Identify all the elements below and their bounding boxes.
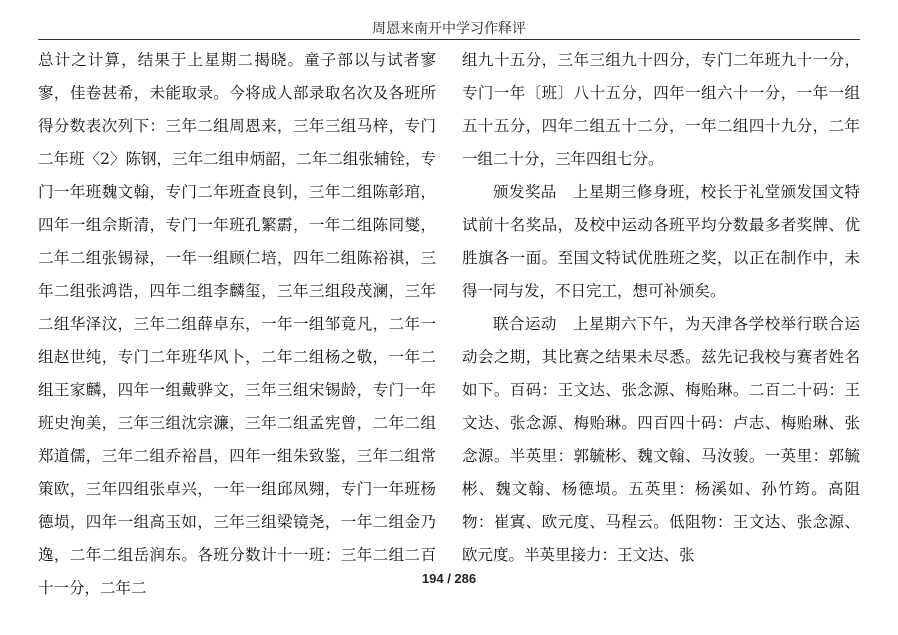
right-paragraph-joint-sports: 联合运动 上星期六下午，为天津各学校举行联合运动会之期，其比赛之结果未尽悉。兹先记我校与赛者姓名如下。百码：王文达、张念源、梅贻琳。二百二十码：王文达、张念源、梅贻琳。四百四十码：卢志、梅贻琳、张念源。半英里：郭毓彬、魏文翰、马汝骏。一英里：郭毓彬、魏文翰、杨德埙。五英里：杨溪如、孙竹筠。高阻物：崔寘、欧元度、马程云。低阻物：王文达、张念源、欧元度。半英里接力：王文达、张: [462, 315, 860, 564]
left-column: [38, 44, 436, 605]
right-paragraph-awards: 颁发奖品 上星期三修身班，校长于礼堂颁发国文特试前十名奖品，及校中运动各班平均分数最多者奖牌、优胜旗各一面。至国文特试优胜班之奖，以正在制作中，未得一同与发，不日完工，想可补颁矣。: [462, 183, 860, 300]
left-paragraph-1: 总计之计算，结果于上星期二揭晓。童子部以与试者寥寥，佳卷甚希，未能取录。今将成人部录取名次及各班所得分数表次列下：三年二组周恩来，三年三组马梓，专门二年班〈2〉陈钢，三年二组申炳韶，二年二组张辅铨，专门一年班魏文翰，专门二年班查良钊，三年二组陈彰琯，四年一组佘斯清，专门一年班孔繁霨，一年二组陈同燮，二年二组张锡禄，一年一组顾仁培，四年二组陈裕祺，三年二组张鸿诰，四年二组李麟玺，三年三组段茂澜，三年二组华泽汶，三年二组薛卓东，一年一组邹竟凡，二年一组赵世纯，专门二年班华风卜，二年二组杨之敬，一年二组王家麟，四年一组戴骅文，三年三组宋锡龄，专门一年班史洵美，三年三组沈宗濂，三年二组孟宪曾，二年二组郑道儒，三年二组乔裕昌，四年一组朱致鉴，三年二组常策欧，三年四组张卓兴，一年一组邱凤翙，专门一年班杨德埙，四年一组高玉如，三年三组梁镜尧，一年二组金乃逸，二年二组岳润东。各班分数计十一班：三年二组二百十一分，二年二: [38, 51, 436, 597]
header-rule: [38, 39, 860, 40]
right-paragraph-1: 组九十五分，三年三组九十四分，专门二年班九十一分，专门一年〔班〕八十五分，四年一组六十一分，一年一组五十五分，四年二组五十二分，一年二组四十九分，二年一组二十分，三年四组七分。: [462, 51, 860, 168]
right-column: [462, 44, 860, 572]
page-number: 194 / 286: [421, 571, 477, 586]
running-header: 周恩来南开中学习作释评: [372, 21, 526, 37]
